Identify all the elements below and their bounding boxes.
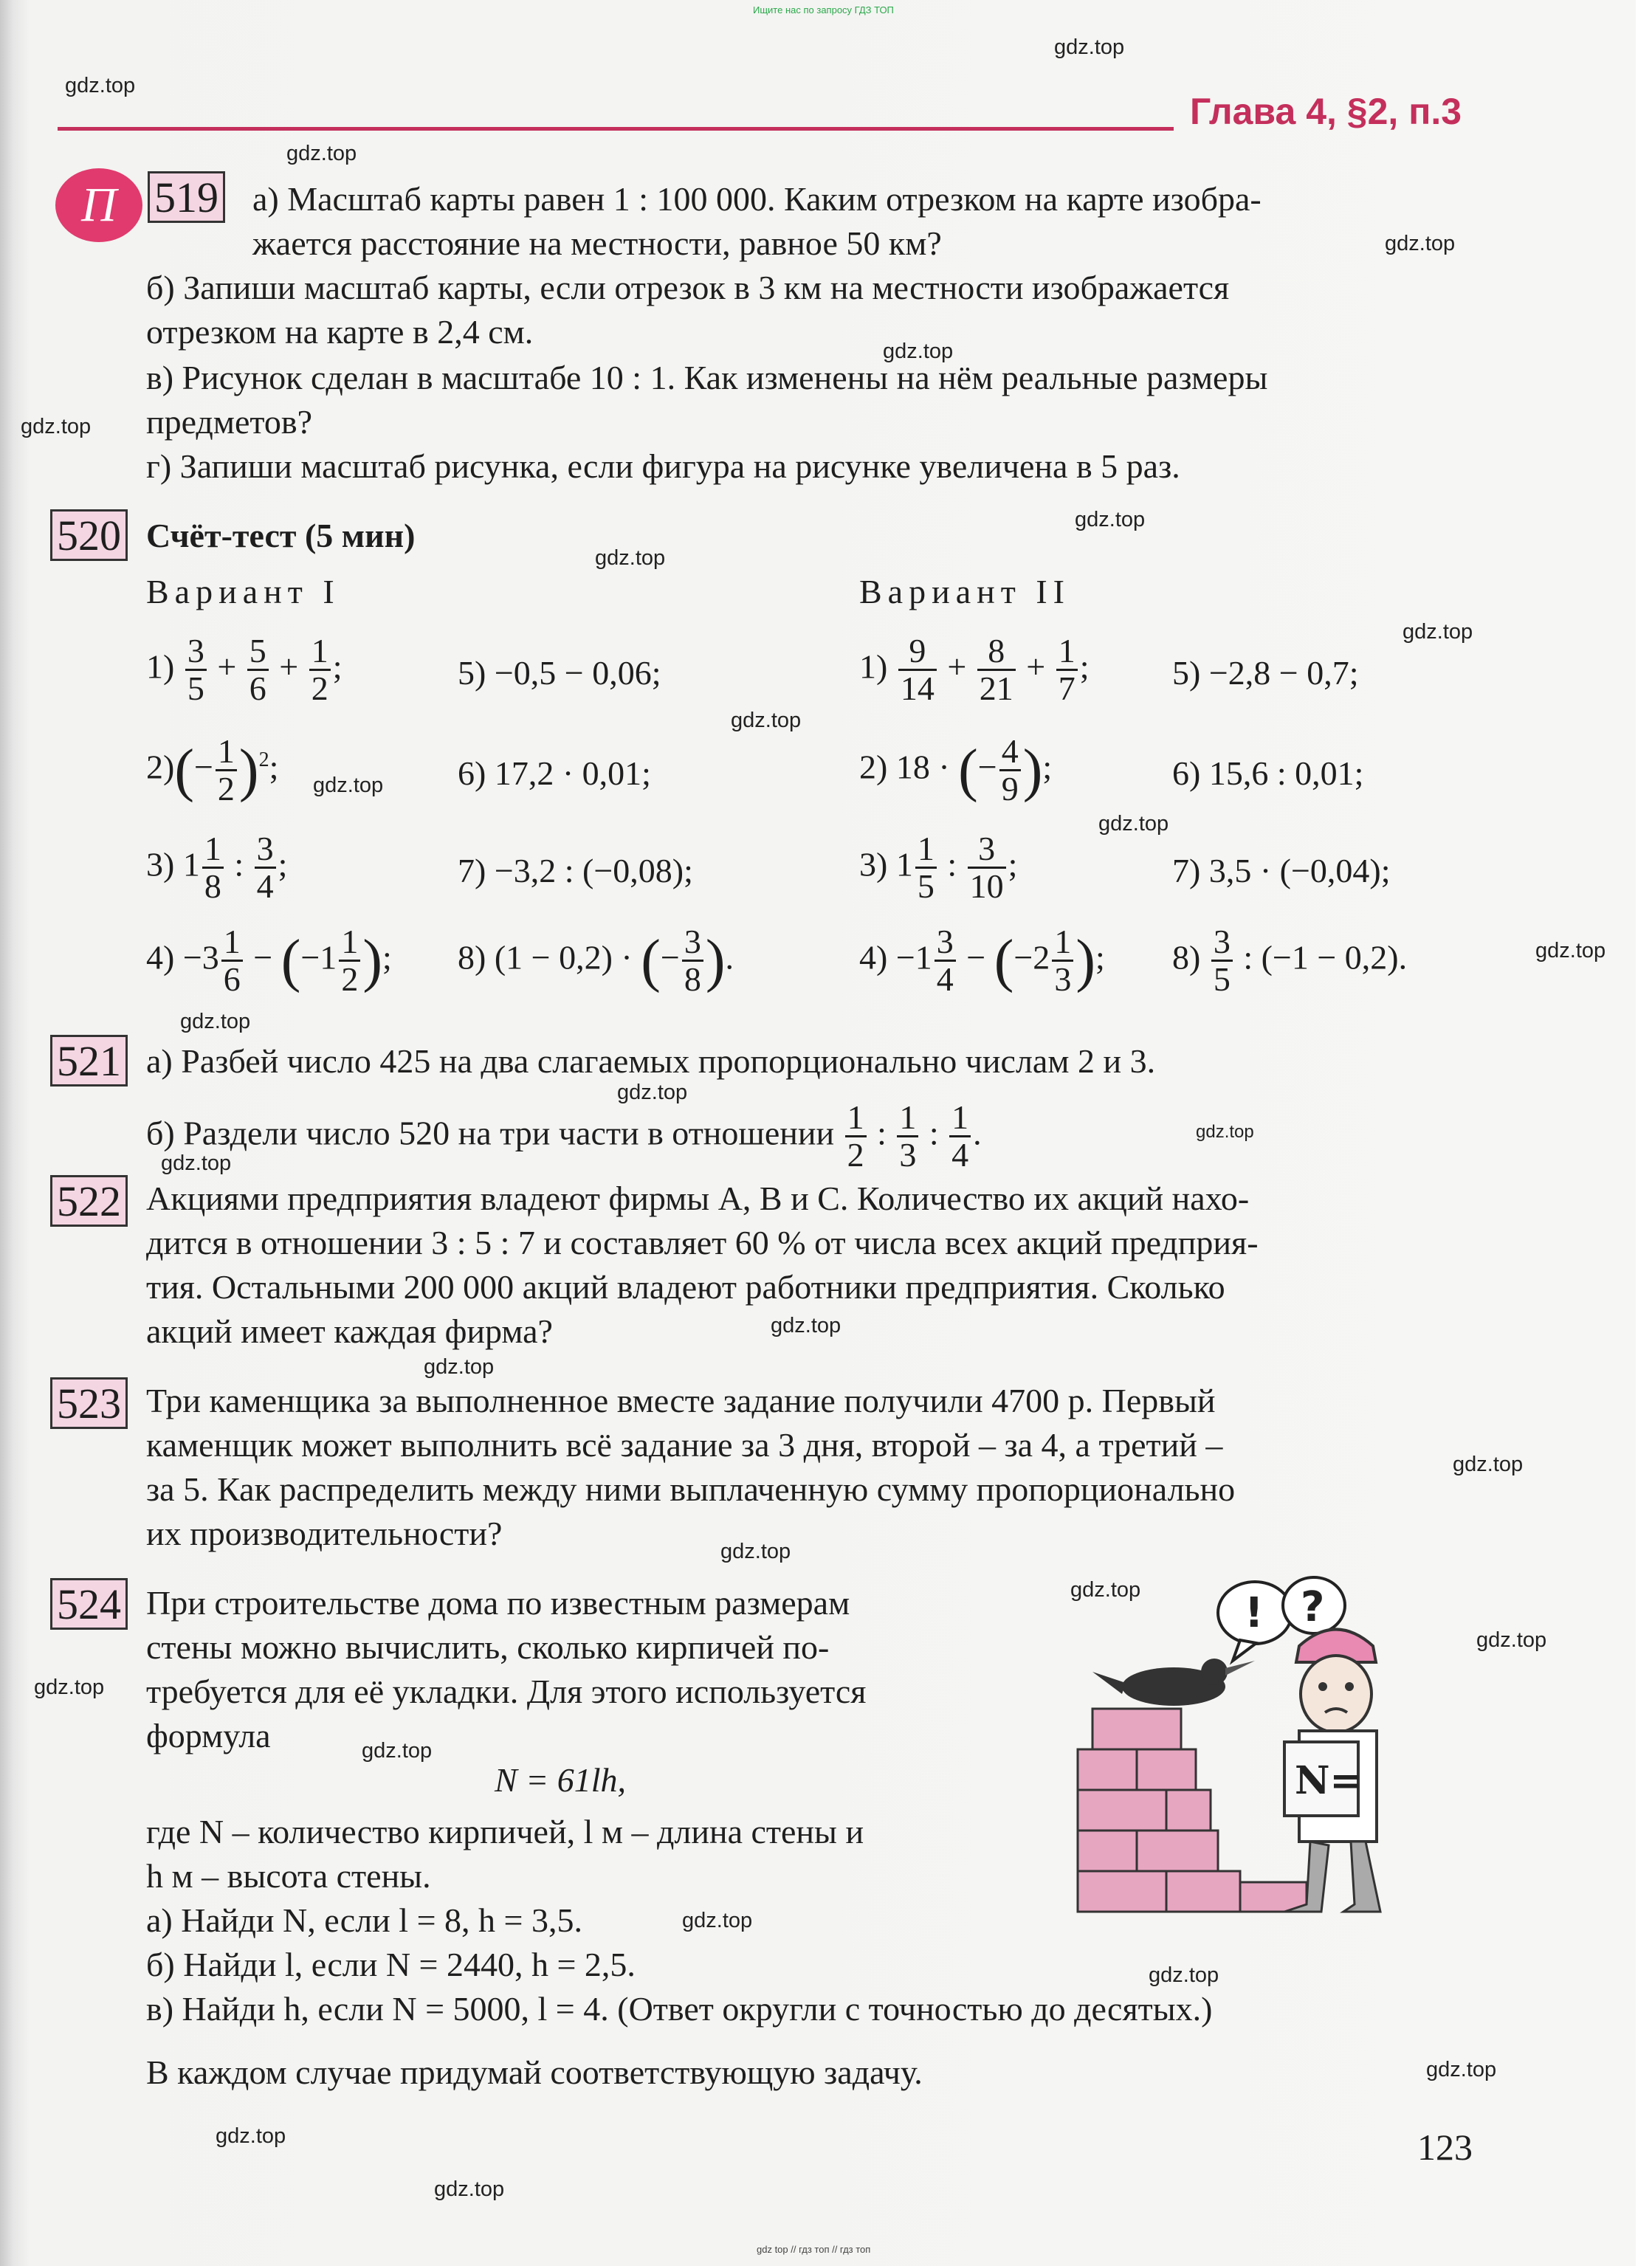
- expression: 5) −0,5 − 0,06;: [458, 654, 661, 692]
- watermark: gdz.top: [595, 546, 666, 570]
- text-line: предметов?: [146, 403, 312, 441]
- formula: N = 61lh,: [495, 1761, 627, 1799]
- text-line: где N – количество кирпичей, l м – длина стены и: [146, 1813, 864, 1850]
- page-number: 123: [1417, 2126, 1473, 2168]
- watermark: gdz.top: [1453, 1453, 1524, 1476]
- watermark: gdz.top: [771, 1314, 842, 1337]
- variant-2-label: Вариант II: [859, 573, 1070, 610]
- text-line: б) Раздели число 520 на три части в отношении $\frac{1}{2}$ : $\frac{1}{3}$ : $\frac{1}{4}$ .: [146, 1098, 982, 1174]
- problem-title: Счёт-тест (5 мин): [146, 517, 416, 554]
- text-line: а) Разбей число 425 на два слагаемых пропорционально числам 2 и 3.: [146, 1042, 1156, 1080]
- expression: 3) 1 $\frac{1}{5}$ : $\frac{3}{10}$ ;: [859, 830, 1018, 906]
- text-line: h м – высота стены.: [146, 1857, 431, 1895]
- problem-number-523: 523: [50, 1377, 128, 1429]
- sign-label: N=: [1295, 1758, 1363, 1803]
- watermark: gdz.top: [1403, 620, 1473, 644]
- text-line: а) Найди N, если l = 8, h = 3,5.: [146, 1901, 582, 1939]
- expression: 2)(− $\frac{1}{2}$ )$^2$;: [146, 732, 279, 808]
- watermark: gdz.top: [286, 142, 357, 165]
- text-line: каменщик может выполнить всё задание за 3 дня, второй – за 4, а третий –: [146, 1426, 1223, 1464]
- exclamation-mark: !: [1245, 1589, 1264, 1637]
- text-line: Три каменщика за выполненное вместе задание получили 4700 р. Первый: [146, 1382, 1216, 1419]
- watermark: gdz.top: [883, 340, 954, 363]
- text-line: дится в отношении 3 : 5 : 7 и составляет 60 % от числа всех акций предприя-: [146, 1224, 1259, 1261]
- text-line: тия. Остальными 200 000 акций владеют работники предприятия. Сколько: [146, 1268, 1225, 1306]
- watermark: gdz.top: [180, 1010, 251, 1033]
- watermark: gdz.top: [1476, 1628, 1547, 1652]
- text-line: Акциями предприятия владеют фирмы A, B и C. Количество их акций нахо-: [146, 1180, 1250, 1217]
- expression: 1) $\frac{9}{14}$ + $\frac{8}{21}$ + $\frac{1}{7}$ ;: [859, 632, 1090, 708]
- text-line: акций имеет каждая фирма?: [146, 1312, 553, 1350]
- text-line: в) Найди h, если N = 5000, l = 4. (Ответ округли с точностью до десятых.): [146, 1990, 1213, 2028]
- section-badge: П: [55, 168, 142, 242]
- watermark: gdz.top: [1385, 232, 1456, 255]
- text-line: отрезком на карте в 2,4 см.: [146, 313, 534, 351]
- watermark: gdz.top: [65, 74, 136, 97]
- question-mark: ?: [1301, 1583, 1325, 1631]
- watermark: gdz.top: [216, 2124, 286, 2148]
- crow: [1092, 1659, 1255, 1706]
- header-rule: [58, 127, 1174, 131]
- watermark: gdz.top: [362, 1739, 433, 1763]
- watermark: gdz.top: [313, 774, 384, 797]
- variant-1-label: Вариант I: [146, 573, 340, 610]
- watermark: gdz.top: [682, 1909, 753, 1932]
- text-line: в) Рисунок сделан в масштабе 10 : 1. Как изменены на нём реальные размеры: [146, 359, 1268, 396]
- watermark: gdz.top: [1149, 1963, 1219, 1987]
- watermark: gdz.top: [21, 415, 92, 438]
- chapter-header: Глава 4, §2, п.3: [1190, 91, 1462, 132]
- text-line: стены можно вычислить, сколько кирпичей по-: [146, 1628, 830, 1666]
- text-line: б) Запиши масштаб карты, если отрезок в 3 км на местности изображается: [146, 269, 1230, 306]
- bricklayer-illustration: [1063, 1572, 1432, 1941]
- top-watermark: Ищите нас по запросу ГДЗ ТОП: [753, 4, 894, 16]
- watermark: gdz.top: [1070, 1578, 1141, 1602]
- watermark: gdz.top: [720, 1540, 791, 1563]
- watermark: gdz.top: [1196, 1122, 1254, 1142]
- bottom-watermark: gdz top // гдз топ // гдз топ: [757, 2244, 871, 2255]
- expression: 6) 15,6 : 0,01;: [1172, 754, 1364, 792]
- expression: 3) 1 $\frac{1}{8}$ : $\frac{3}{4}$ ;: [146, 830, 288, 906]
- text-line: При строительстве дома по известным размерам: [146, 1584, 850, 1622]
- watermark: gdz.top: [617, 1081, 688, 1104]
- watermark: gdz.top: [1426, 2058, 1497, 2081]
- watermark: gdz.top: [731, 709, 802, 732]
- text-line: а) Масштаб карты равен 1 : 100 000. Каким отрезком на карте изобра-: [252, 180, 1262, 218]
- text-line: их производительности?: [146, 1515, 503, 1552]
- worker: [1284, 1630, 1380, 1912]
- watermark: gdz.top: [34, 1676, 105, 1699]
- watermark: gdz.top: [1075, 508, 1146, 531]
- page-edge: [1636, 0, 1652, 2266]
- text-line: формула: [146, 1717, 271, 1754]
- watermark: gdz.top: [424, 1355, 495, 1379]
- expression: 1) $\frac{3}{5}$ + $\frac{5}{6}$ + $\frac{1}{2}$ ;: [146, 632, 343, 708]
- text-line: требуется для её укладки. Для этого используется: [146, 1673, 867, 1710]
- problem-number-522: 522: [50, 1175, 128, 1227]
- expression: 8) (1 − 0,2) · (− $\frac{3}{8}$ ).: [458, 923, 734, 999]
- expression: 2) 18 · (− $\frac{4}{9}$ );: [859, 732, 1053, 808]
- watermark: gdz.top: [1054, 35, 1125, 59]
- problem-number-524: 524: [50, 1578, 128, 1630]
- problem-number-520: 520: [50, 509, 128, 561]
- expression: 4) −1 $\frac{3}{4}$ − (−2 $\frac{1}{3}$ );: [859, 923, 1105, 999]
- watermark: gdz.top: [161, 1151, 232, 1175]
- expression: 7) −3,2 : (−0,08);: [458, 852, 693, 889]
- expression: 6) 17,2 · 0,01;: [458, 754, 651, 792]
- problem-number-521: 521: [50, 1035, 128, 1086]
- expression: 5) −2,8 − 0,7;: [1172, 654, 1359, 692]
- problem-number-519: 519: [148, 171, 225, 223]
- text-line: г) Запиши масштаб рисунка, если фигура на рисунке увеличена в 5 раз.: [146, 447, 1180, 485]
- text-line: В каждом случае придумай соответствующую задачу.: [146, 2053, 923, 2091]
- text-line: б) Найди l, если N = 2440, h = 2,5.: [146, 1946, 636, 1983]
- text-line: за 5. Как распределить между ними выплаченную сумму пропорционально: [146, 1470, 1236, 1508]
- brick-wall: [1078, 1709, 1307, 1912]
- watermark: gdz.top: [1098, 812, 1169, 836]
- expression: 4) −3 $\frac{1}{6}$ − (−1 $\frac{1}{2}$ );: [146, 923, 392, 999]
- watermark: gdz.top: [1535, 939, 1606, 962]
- expression: 7) 3,5 · (−0,04);: [1172, 852, 1391, 889]
- expression: 8) $\frac{3}{5}$ : (−1 − 0,2).: [1172, 923, 1408, 999]
- text-line: жается расстояние на местности, равное 50 км?: [252, 224, 942, 262]
- watermark: gdz.top: [434, 2177, 505, 2201]
